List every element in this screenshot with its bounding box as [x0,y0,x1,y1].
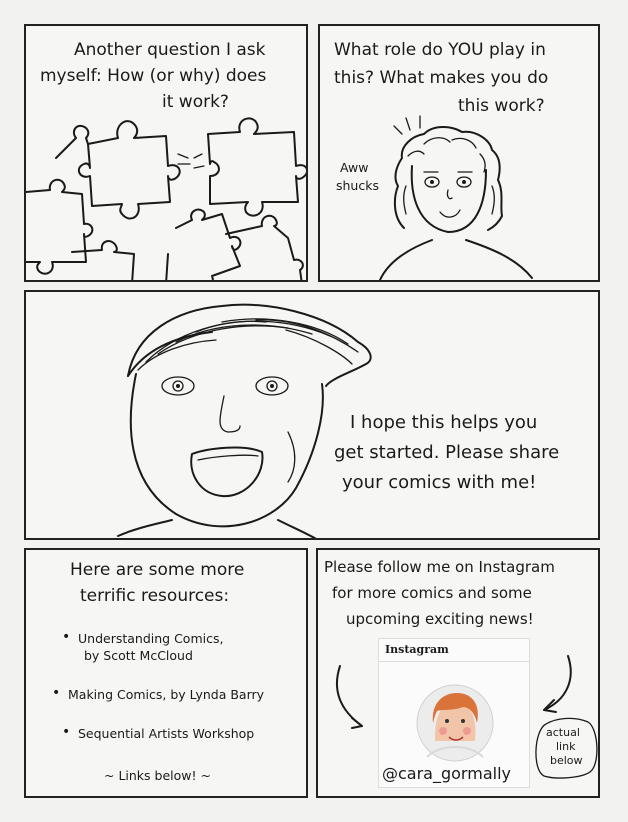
panel1-caption-line-3: it work? [162,92,229,112]
actual-link-note-line-3: below [550,754,583,767]
left-arrow-icon [337,666,362,726]
links-below-note: ~ Links below! ~ [104,768,211,783]
panel1-caption-line-2: myself: How (or why) does [40,66,267,86]
panel1-caption-line-1: Another question I ask [74,40,266,60]
resource-item-line: by Scott McCloud [84,648,193,663]
panel5-caption-line-1: Please follow me on Instagram [324,558,555,576]
resource-item-line: • Making Comics, by Lynda Barry [68,687,265,702]
panel-resources [24,548,308,798]
panel3-caption-line-1: I hope this helps you [350,412,538,433]
panel5-caption-line-3: upcoming exciting news! [346,610,534,628]
panel-encouragement [24,290,600,540]
resources-heading-line-1: Here are some more [70,560,245,580]
right-arrow-icon [544,656,571,710]
resource-list [62,630,274,742]
actual-link-note-line-2: link [556,740,576,753]
panel3-caption-line-3: your comics with me! [342,472,537,493]
actual-link-note-line-1: actual [546,726,580,739]
panel-self-reflection [318,24,600,282]
aside-line-1: Aww [340,160,369,175]
panel3-caption-line-2: get started. Please share [334,442,560,463]
puzzle-pieces-illustration [26,26,308,282]
resources-heading-line-2: terrific resources: [80,586,230,606]
resource-item-sequential-artists [62,725,274,742]
resource-item-line: • Understanding Comics, [78,631,224,646]
aside-line-2: shucks [336,178,379,193]
panel2-caption-line-3: this work? [458,96,545,116]
instagram-handle-link[interactable]: @cara_gormally [382,764,511,783]
panel5-caption-line-2: for more comics and some [332,584,532,602]
instagram-wordmark: Instagram [385,643,449,656]
panel-instagram [316,548,600,798]
resource-item-making-comics [52,686,264,703]
panel2-caption-line-1: What role do YOU play in [334,40,546,60]
resource-item-line: • Sequential Artists Workshop [78,726,255,741]
resource-item-understanding-comics [62,630,274,664]
panel-puzzle [24,24,308,282]
panel2-caption-line-2: this? What makes you do [334,68,549,88]
blushing-girl-illustration [320,26,600,282]
